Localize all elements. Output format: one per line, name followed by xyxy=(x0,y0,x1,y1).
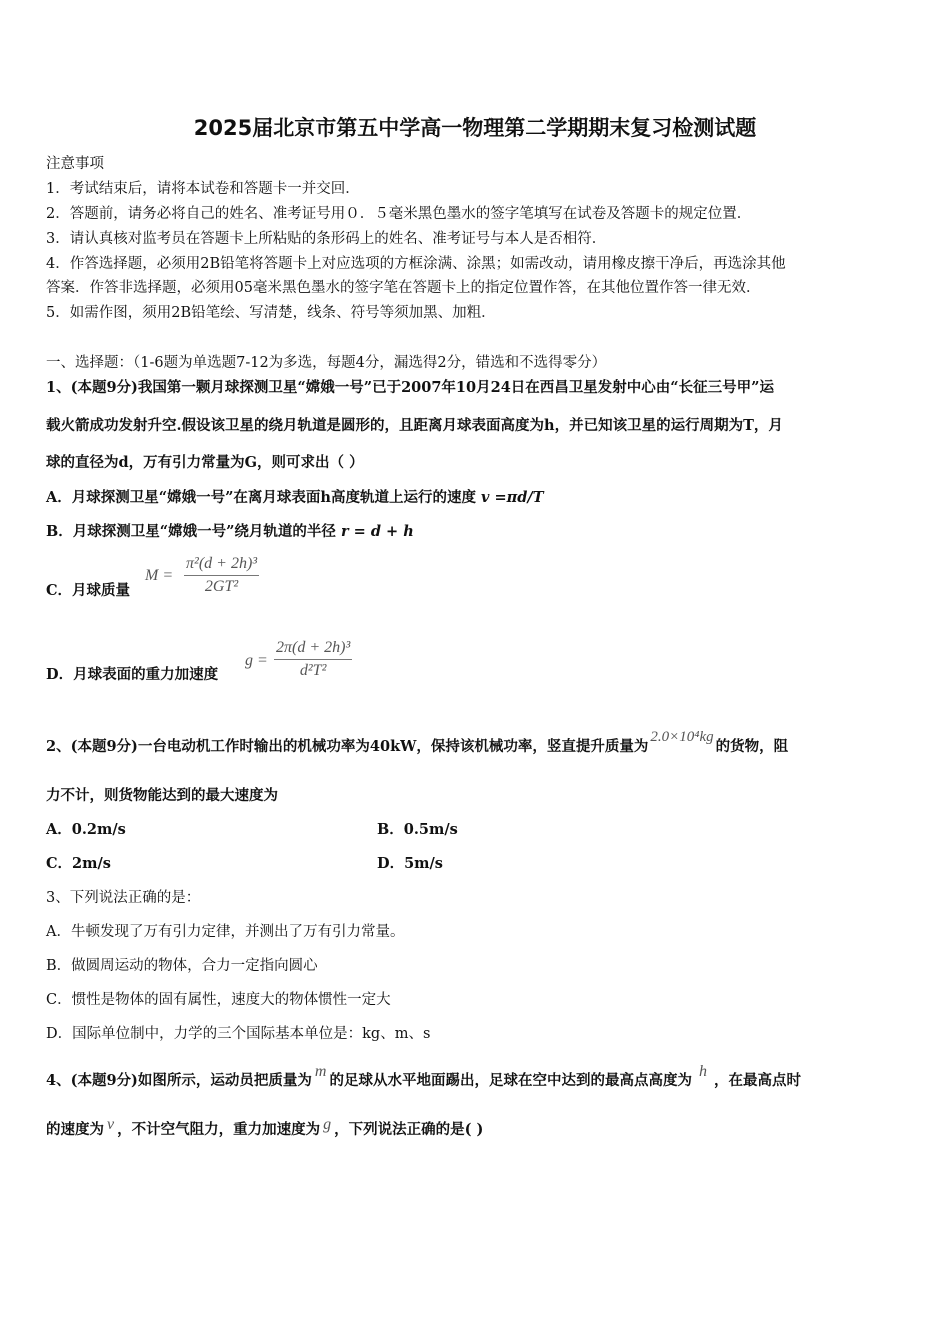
q1-stem-line: 1、(本题9分)我国第一颗月球探测卫星“嫦娥一号”已于2007年10月24日在西昌卫星发射中心由“长征三号甲”运 xyxy=(46,379,774,396)
q1-option-a xyxy=(46,486,544,507)
q1-option-b-text: B．月球探测卫星“嫦娥一号”绕月轨道的半径 xyxy=(46,523,341,540)
q1-option-c-fraction xyxy=(184,555,259,596)
q3-option-b: B．做圆周运动的物体，合力一定指向圆心 xyxy=(46,958,318,974)
notice-item: 2．答题前，请务必将自己的姓名、准考证号用０．５毫米黑色墨水的签字笔填写在试卷及答题卡的规定位置． xyxy=(46,206,752,222)
q1-option-c-numerator: π²(d + 2h)³ xyxy=(184,555,259,576)
q2-mass: 2.0×10⁴kg xyxy=(650,729,714,745)
q4-stem-part: ，不计空气阻力，重力加速度为 xyxy=(117,1121,321,1138)
q1-option-d-numerator: 2π(d + 2h)³ xyxy=(274,639,352,660)
q4-stem-part: ，在最高点时 xyxy=(713,1072,801,1089)
q1-option-b-formula: r = d + h xyxy=(340,523,414,540)
q1-option-d-label: D．月球表面的重力加速度 xyxy=(46,666,219,683)
notice-item: 4．作答选择题，必须用2B铅笔将答题卡上对应选项的方框涂满、涂黑；如需改动，请用橡皮擦干净后，再选涂其他 xyxy=(46,256,786,272)
q3-option-c: C．惯性是物体的固有属性，速度大的物体惯性一定大 xyxy=(46,992,391,1008)
q2-option-a: A．0.2m/s xyxy=(46,821,126,838)
q1-option-c-denominator: 2GT² xyxy=(204,578,239,595)
q4-stem-part: ，下列说法正确的是( ) xyxy=(334,1121,484,1138)
q3-stem: 3、下列说法正确的是： xyxy=(46,890,201,906)
q2-stem-part: 2、(本题9分)一台电动机工作时输出的机械功率为40kW，保持该机械功率，竖直提升质量为 xyxy=(46,738,649,755)
q1-option-b xyxy=(46,520,414,541)
q2-stem-line xyxy=(46,729,789,756)
q4-stem-part: 4、(本题9分)如图所示，运动员把质量为 xyxy=(46,1072,312,1089)
q1-option-d-fraction xyxy=(274,639,352,680)
q4-stem-line xyxy=(46,1118,483,1139)
q1-option-a-text: A．月球探测卫星“嫦娥一号”在离月球表面h高度轨道上运行的速度 xyxy=(46,489,482,506)
section-heading: 一、选择题：（1-6题为单选题7-12为多选，每题4分，漏选得2分，错选和不选得零分） xyxy=(46,355,607,371)
notice-item: 1．考试结束后，请将本试卷和答题卡一并交回． xyxy=(46,181,360,197)
q4-stem-line xyxy=(46,1063,801,1090)
q1-option-d-lhs: g = xyxy=(245,652,268,669)
q4-mass-symbol: m xyxy=(314,1063,327,1080)
q1-option-c-lhs: M = xyxy=(145,567,174,584)
q2-option-b: B．0.5m/s xyxy=(377,821,458,838)
q1-option-d-denominator: d²T² xyxy=(299,662,327,679)
q4-stem-part: 的足球从水平地面踢出，足球在空中达到的最高点高度为 xyxy=(329,1072,692,1089)
q1-option-a-formula: v =πd/T xyxy=(481,489,544,506)
q4-velocity-symbol: v xyxy=(107,1116,115,1133)
q1-stem-line: 球的直径为d，万有引力常量为G，则可求出（ ） xyxy=(46,454,364,471)
q1-option-c-label: C．月球质量 xyxy=(46,582,131,599)
q2-option-c: C．2m/s xyxy=(46,855,111,872)
notice-heading: 注意事项 xyxy=(46,156,104,172)
notice-item: 5．如需作图，须用2B铅笔绘、写清楚，线条、符号等须加黑、加粗． xyxy=(46,305,496,321)
q1-stem-line: 载火箭成功发射升空.假设该卫星的绕月轨道是圆形的，且距离月球表面高度为h，并已知该卫星的运行周期为T，月 xyxy=(46,417,783,434)
q4-height-symbol: h xyxy=(698,1063,707,1080)
notice-item: 3．请认真核对监考员在答题卡上所粘贴的条形码上的姓名、准考证号与本人是否相符． xyxy=(46,231,607,247)
q2-option-d: D．5m/s xyxy=(377,855,443,872)
notice-item: 答案．作答非选择题，必须用05毫米黑色墨水的签字笔在答题卡上的指定位置作答，在其他位置作答一律无效． xyxy=(46,280,761,296)
q3-option-d: D．国际单位制中，力学的三个国际基本单位是：kg、m、s xyxy=(46,1026,431,1042)
page-title: 2025届北京市第五中学高一物理第二学期期末复习检测试题 xyxy=(193,116,757,140)
q3-option-a: A．牛顿发现了万有引力定律，并测出了万有引力常量。 xyxy=(46,924,405,940)
q2-stem-line: 力不计，则货物能达到的最大速度为 xyxy=(46,787,278,804)
q4-gravity-symbol: g xyxy=(323,1116,332,1133)
q2-stem-part: 的货物，阻 xyxy=(715,738,789,755)
q4-stem-part: 的速度为 xyxy=(46,1121,104,1138)
